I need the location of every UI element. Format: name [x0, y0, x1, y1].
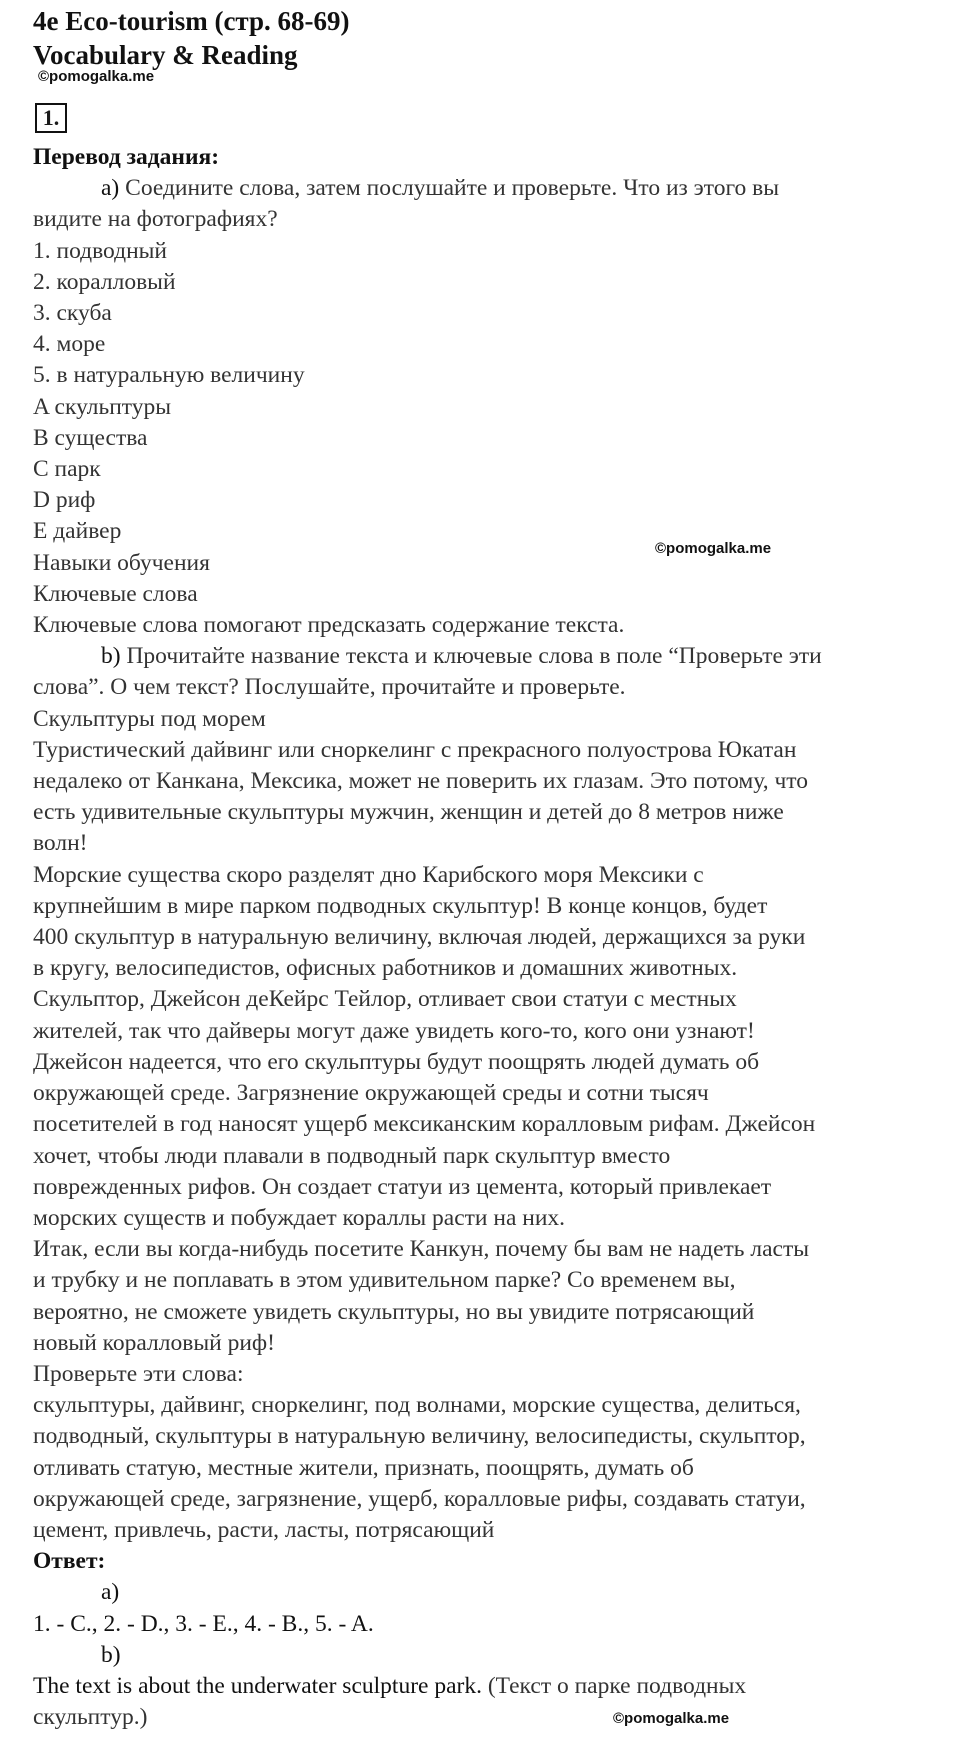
- page-title: 4e Eco-tourism (стр. 68-69): [33, 6, 350, 36]
- watermark: ©pomogalka.me: [38, 68, 155, 85]
- answer-b-russian: (Текст о парке подводных: [481, 1672, 747, 1699]
- text-line: жителей, так что дайверы могут даже увидеть кого-то, кого они узнают!: [33, 1017, 755, 1044]
- word-list: [33, 236, 938, 642]
- exercise-number: 1.: [35, 103, 67, 133]
- task-a-text-cont: видите на фотографиях?: [33, 206, 278, 233]
- text-line: Скульптуры под морем: [33, 705, 266, 732]
- list-item: Навыки обучения: [33, 549, 210, 576]
- answer-b-russian-cont: скульптур.): [33, 1704, 148, 1731]
- page-header: [33, 4, 938, 72]
- text-line: в кругу, велосипедистов, офисных работников и домашних животных.: [33, 955, 738, 982]
- content: [33, 142, 938, 1733]
- text-line: окружающей среде. Загрязнение окружающей среды и сотни тысяч: [33, 1080, 709, 1107]
- text-line: отливать статую, местные жители, признать, поощрять, думать об: [33, 1454, 694, 1481]
- list-item: 1. подводный: [33, 237, 168, 264]
- answer-b-english: The text is about the underwater sculpture park.: [33, 1672, 482, 1699]
- text-line: и трубку и не поплавать в этом удивительном парке? Со временем вы,: [33, 1267, 736, 1294]
- list-item: E дайвер: [33, 518, 122, 545]
- list-item: Ключевые слова помогают предсказать содержание текста.: [33, 612, 625, 639]
- text-line: Джейсон надеется, что его скульптуры будут поощрять людей думать об: [33, 1048, 760, 1075]
- answer-heading: Ответ:: [33, 1548, 106, 1575]
- text-line: Туристический дайвинг или сноркелинг с прекрасного полуострова Юкатан: [33, 736, 797, 763]
- text-line: недалеко от Канкана, Мексика, может не поверить их глазам. Это потому, что: [33, 768, 808, 795]
- list-item: 5. в натуральную величину: [33, 362, 305, 389]
- watermark: ©pomogalka.me: [613, 1710, 730, 1727]
- text-line: морских существ и побуждает кораллы расти на них.: [33, 1204, 566, 1231]
- text-line: подводный, скульптуры в натуральную величину, велосипедисты, скульптор,: [33, 1423, 806, 1450]
- list-item: 2. коралловый: [33, 268, 176, 295]
- page-subtitle: Vocabulary & Reading: [33, 40, 298, 70]
- text-line: Морские существа скоро разделят дно Карибского моря Мексики с: [33, 861, 704, 888]
- text-line: новый коралловый риф!: [33, 1329, 275, 1356]
- answer-b: [33, 1671, 938, 1702]
- text-line: Итак, если вы когда-нибудь посетите Канкун, почему бы вам не надеть ласты: [33, 1236, 810, 1263]
- watermark: ©pomogalka.me: [655, 540, 772, 557]
- text-line: скульптуры, дайвинг, сноркелинг, под волнами, морские существа, делиться,: [33, 1392, 801, 1419]
- translation-heading: Перевод задания:: [33, 144, 220, 170]
- text-line: Скульптор, Джейсон деКейрс Тейлор, отливает свои статуи с местных: [33, 986, 737, 1013]
- task-a-text: Соедините слова, затем послушайте и проверьте. Что из этого вы: [119, 175, 780, 202]
- answer-a-label: a): [101, 1579, 120, 1606]
- text-line: есть удивительные скульптуры мужчин, женщин и детей до 8 метров ниже: [33, 799, 784, 826]
- answer-b-label: b): [101, 1641, 121, 1668]
- text-line: окружающей среде, загрязнение, ущерб, коралловые рифы, создавать статуи,: [33, 1485, 806, 1512]
- list-item: 4. море: [33, 331, 106, 358]
- text-line: поврежденных рифов. Он создает статуи из цемента, который привлекает: [33, 1173, 772, 1200]
- reading-text: [33, 704, 938, 1546]
- list-item: A скульптуры: [33, 393, 172, 420]
- task-b-text: Прочитайте название текста и ключевые слова в поле “Проверьте эти: [120, 643, 822, 670]
- list-item: B существа: [33, 424, 148, 451]
- text-line: Проверьте эти слова:: [33, 1360, 244, 1387]
- task-a-label: a): [101, 175, 120, 202]
- text-line: 400 скульптур в натуральную величину, включая людей, держащихся за руки: [33, 924, 806, 951]
- text-line: хочет, чтобы люди плавали в подводный парк скульптур вместо: [33, 1142, 671, 1169]
- text-line: посетителей в год наносят ущерб мексиканским коралловым рифам. Джейсон: [33, 1111, 816, 1138]
- list-item: 3. скуба: [33, 300, 112, 327]
- task-b-text-cont: слова”. О чем текст? Послушайте, прочитайте и проверьте.: [33, 674, 626, 701]
- text-line: крупнейшим в мире парком подводных скульптур! В конце концов, будет: [33, 892, 768, 919]
- task-b: [33, 641, 938, 672]
- text-line: вероятно, не сможете увидеть скульптуры, но вы увидите потрясающий: [33, 1298, 755, 1325]
- list-item: C парк: [33, 456, 101, 483]
- text-line: волн!: [33, 830, 88, 857]
- text-line: цемент, привлечь, расти, ласты, потрясающий: [33, 1516, 495, 1543]
- task-a: [33, 173, 938, 204]
- list-item: Ключевые слова: [33, 580, 198, 607]
- list-item: D риф: [33, 487, 96, 514]
- task-b-label: b): [101, 643, 121, 670]
- answer-a-text: 1. - C., 2. - D., 3. - E., 4. - B., 5. - A.: [33, 1610, 374, 1637]
